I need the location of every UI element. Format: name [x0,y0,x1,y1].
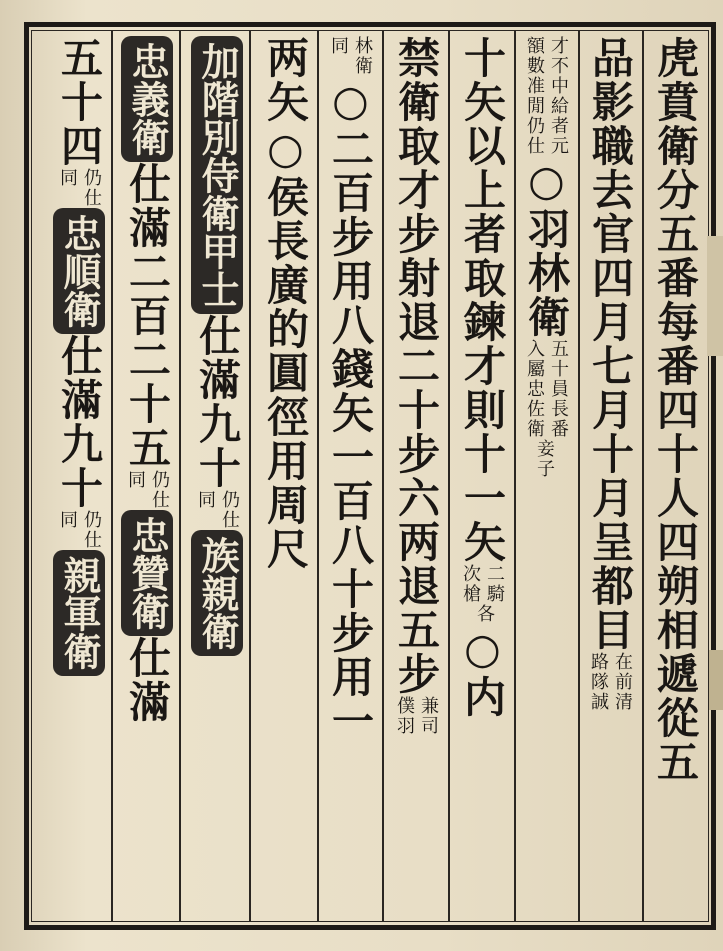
annotation-line-left: 同 [57,168,78,188]
text-column [186,36,248,916]
title-badge: 族親衛 [191,530,243,656]
column-rule [111,30,113,922]
annotation-note [460,584,504,604]
main-text: ○羽林衛 [522,156,571,339]
annotation-line-right: 仍仕 [219,490,240,530]
title-badge: 加階別侍衛甲士 [191,36,243,314]
annotation-line-right: 林衛 [352,36,373,76]
annotation-line-left: 槍 [460,584,481,604]
annotation-note [470,604,494,624]
annotation-line-left: 同 [125,470,146,490]
text-column [451,36,513,916]
text-column [515,36,577,916]
text-column [116,36,178,916]
main-text: 仕滿二百二十五 [123,162,172,470]
title-badge: 忠贊衛 [121,510,173,636]
column-rule [249,30,251,922]
annotation-note [588,692,632,712]
annotation-note [588,652,632,692]
annotation-line-right: 二 [484,564,505,584]
annotation-note [394,696,438,736]
main-text: ○二百步用八錢矢一百八十步用一 [326,76,375,743]
annotation-line-right: 才不中給者元 [548,36,569,156]
annotation-line-right: 仍仕 [81,168,102,208]
page-edge-tab [707,236,723,356]
annotation-note [57,168,101,208]
annotation-line-right: 各 [474,604,495,624]
column-rule [382,30,384,922]
annotation-line-right: 仍仕 [81,510,102,550]
column-rule [448,30,450,922]
main-text: 两矢○侯長廣的圓徑用周尺 [261,36,310,571]
annotation-line-left: 額數准閒仍仕 [524,36,545,156]
text-column [48,36,110,916]
title-badge: 忠義衛 [121,36,173,162]
annotation-note [524,36,568,156]
annotation-line-left: 路隊 [588,652,609,692]
annotation-note [195,490,239,530]
text-column [579,36,641,916]
annotation-line-left: 僕羽 [394,696,415,736]
annotation-line-right: 五十員長番 [548,339,569,439]
main-text: 虎賁衛分五番每番四十人四朔相遞從五 [651,36,700,784]
main-text: ○内 [458,624,507,719]
annotation-line-left: 同 [328,36,349,56]
main-text: 五十四 [55,36,104,168]
main-text: 禁衛取才步射退二十步六两退五步 [392,36,441,696]
main-text: 仕滿九十 [193,314,242,490]
annotation-line-left: 誠 [588,692,609,712]
main-text: 仕滿九十 [55,334,104,510]
main-text: 仕滿 [123,636,172,724]
annotation-line-left: 同 [195,490,216,510]
annotation-note [57,510,101,550]
page-edge-tab-lower [709,650,723,710]
text-column [254,36,316,916]
text-column [319,36,381,916]
annotation-line-right: 在前 [612,652,633,692]
annotation-line-right: 清 [612,692,633,712]
annotation-line-left: 次 [460,564,481,584]
annotation-line-right: 仍仕 [149,470,170,510]
title-badge: 親軍衛 [53,550,105,676]
annotation-line-left: 入屬忠佐衛 [524,339,545,439]
text-column [644,36,706,916]
text-column [385,36,447,916]
annotation-note [534,439,558,479]
annotation-note [460,564,504,584]
main-text: 品影職去官四月七月十月呈都目 [586,36,635,652]
annotation-line-left: 同 [57,510,78,530]
annotation-line-right: 兼司 [418,696,439,736]
main-text: 十矢以上者取鍊才則十一矢 [458,36,507,564]
annotation-line-left: 妾子 [534,439,555,479]
annotation-note [328,36,372,76]
annotation-line-right: 騎 [484,584,505,604]
annotation-note [524,339,568,439]
title-badge: 忠順衛 [53,208,105,334]
annotation-note [125,470,169,510]
column-rule [179,30,181,922]
